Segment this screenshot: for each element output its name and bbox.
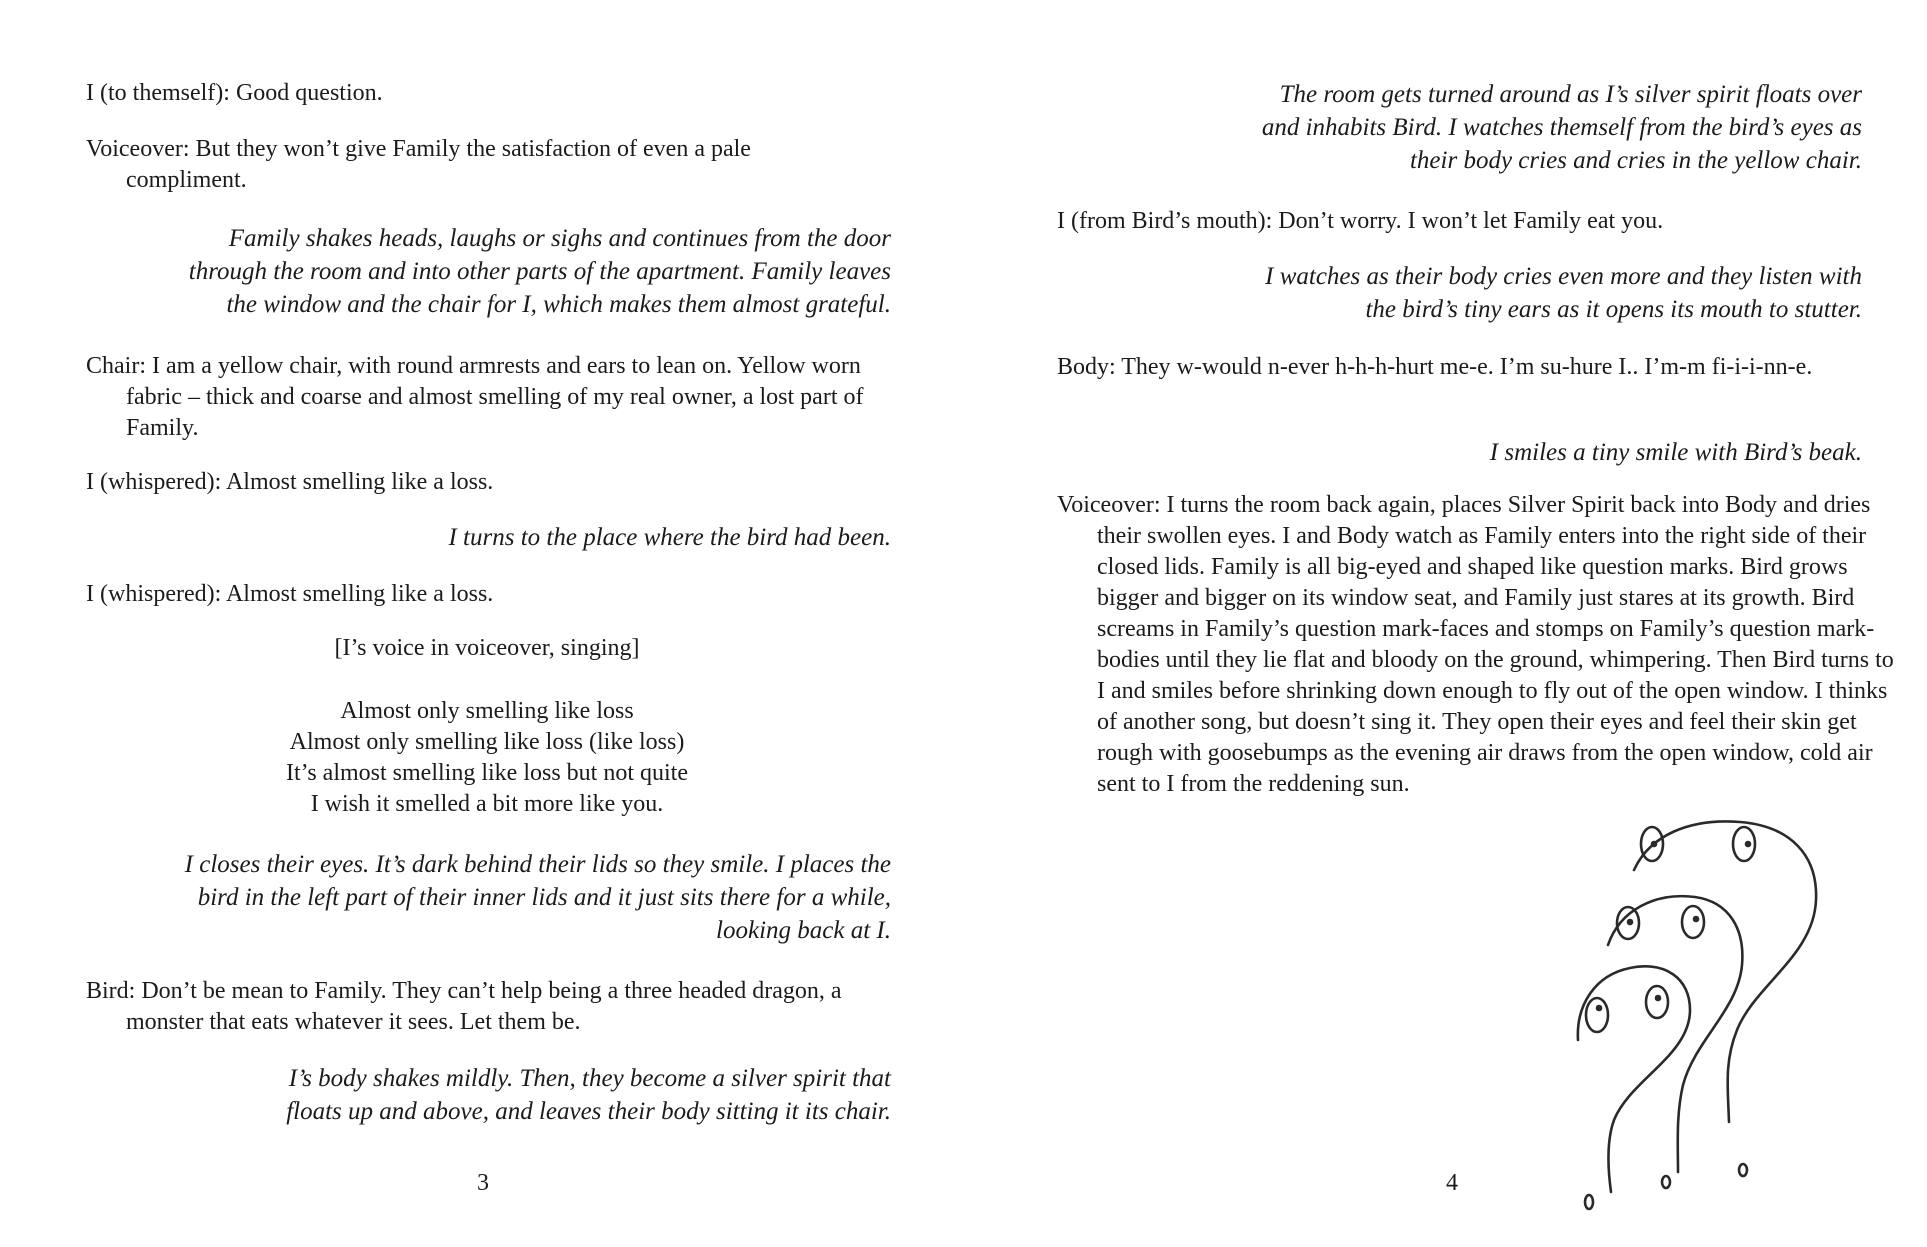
lyric-line: Almost only smelling like loss (340, 698, 634, 724)
stage-direction-line: looking back at I. (716, 917, 891, 944)
creature-small-eye-left (1586, 998, 1608, 1032)
stage-direction-line: I smiles a tiny smile with Bird’s beak. (1489, 439, 1862, 466)
page-number: 4 (1446, 1170, 1458, 1196)
stage-direction-line: their body cries and cries in the yellow chair. (1409, 147, 1862, 174)
creature-large-eye-right (1733, 827, 1755, 861)
dialogue-line: Bird: Don’t be mean to Family. They can’t help being a three headed dragon, a monster that eats whatever it sees. Let them be. (86, 978, 842, 1035)
dialogue-line: I (whispered): Almost smelling like a loss. (86, 581, 494, 607)
dialogue-line: Voiceover: But they won’t give Family the satisfaction of even a pale compliment. (86, 136, 751, 193)
stage-direction-line: the bird’s tiny ears as it opens its mouth to stutter. (1365, 296, 1862, 323)
stage-direction-line: floats up and above, and leaves their body sitting it its chair. (286, 1098, 891, 1125)
stage-direction-line: I closes their eyes. It’s dark behind their lids so they smile. I places the (184, 851, 891, 878)
page-number: 3 (477, 1170, 489, 1196)
voiceover-cue (86, 633, 888, 664)
creature-small-eye-right (1646, 986, 1668, 1018)
creature-medium-foot (1662, 1176, 1670, 1188)
creature-large-foot (1739, 1164, 1747, 1176)
stage-direction (86, 848, 891, 947)
stage-direction (1057, 260, 1862, 326)
creature-medium-eye-right (1682, 906, 1704, 938)
stage-direction-line: and inhabits Bird. I watches themself from the bird’s eyes as (1261, 114, 1862, 141)
creature-medium-outline (1608, 896, 1742, 1172)
stage-direction-line: I turns to the place where the bird had been. (448, 524, 891, 551)
dialogue-line: I (whispered): Almost smelling like a loss. (86, 469, 494, 495)
left-page (86, 78, 891, 1228)
dialogue-line: Body: They w-would n-ever h-h-h-hurt me-e. I’m su-hure I.. I’m-m fi-i-i-nn-e. (1057, 354, 1813, 380)
creature-large-outline (1634, 821, 1816, 1122)
lyric-line: Almost only smelling like loss (like loss) (289, 729, 685, 755)
lyric-line: I wish it smelled a bit more like you. (310, 791, 664, 817)
dialogue-line: Chair: I am a yellow chair, with round armrests and ears to lean on. Yellow worn fabric – thick and coarse and almost smelling of my real owner, a lost part of Family. (86, 353, 864, 441)
stage-direction (86, 222, 891, 321)
stage-direction (1057, 78, 1862, 177)
stage-direction (86, 521, 891, 554)
stage-direction-line: The room gets turned around as I’s silver spirit floats over (1279, 81, 1862, 108)
stage-direction (86, 1062, 891, 1128)
stage-direction-line: bird in the left part of their inner lids and it just sits there for a while, (197, 884, 891, 911)
question-mark-creatures-drawing-icon (1540, 800, 1910, 1220)
dialogue-line: I (to themself): Good question. (86, 80, 383, 106)
stage-direction-line: the window and the chair for I, which makes them almost grateful. (226, 291, 891, 318)
song-lyrics (86, 696, 888, 820)
creature-small-foot (1585, 1195, 1593, 1209)
stage-direction-line: through the room and into other parts of the apartment. Family leaves (188, 258, 891, 285)
voiceover-cue-line: [I’s voice in voiceover, singing] (334, 635, 640, 661)
stage-direction-line: I’s body shakes mildly. Then, they become a silver spirit that (288, 1065, 891, 1092)
stage-direction (1057, 436, 1862, 469)
stage-direction-line: Family shakes heads, laughs or sighs and continues from the door (228, 225, 891, 252)
dialogue-line: Voiceover: I turns the room back again, places Silver Spirit back into Body and dries their swollen eyes. I and Body watch as Family enters into the right side of their closed lids. Family is all big-eyed and shaped like question marks. Bird grows bigger and bigger on its window seat, and Family just stares at its growth. Bird screams in Family’s question mark-faces and stomps on Family’s question mark-bodies until they lie flat and bloody on the ground, whimpering. Then Bird turns to I and smiles before shrinking down enough to fly out of the open window. I thinks of another song, but doesn’t sing it. They open their eyes and feel their skin get rough with goosebumps as the evening air draws from the open window, cold air sent to I from the reddening sun. (1057, 492, 1894, 797)
creature-small-outline (1578, 966, 1690, 1192)
stage-direction-line: I watches as their body cries even more and they listen with (1265, 263, 1862, 290)
lyric-line: It’s almost smelling like loss but not quite (286, 760, 688, 786)
dialogue-line: I (from Bird’s mouth): Don’t worry. I won’t let Family eat you. (1057, 208, 1664, 234)
